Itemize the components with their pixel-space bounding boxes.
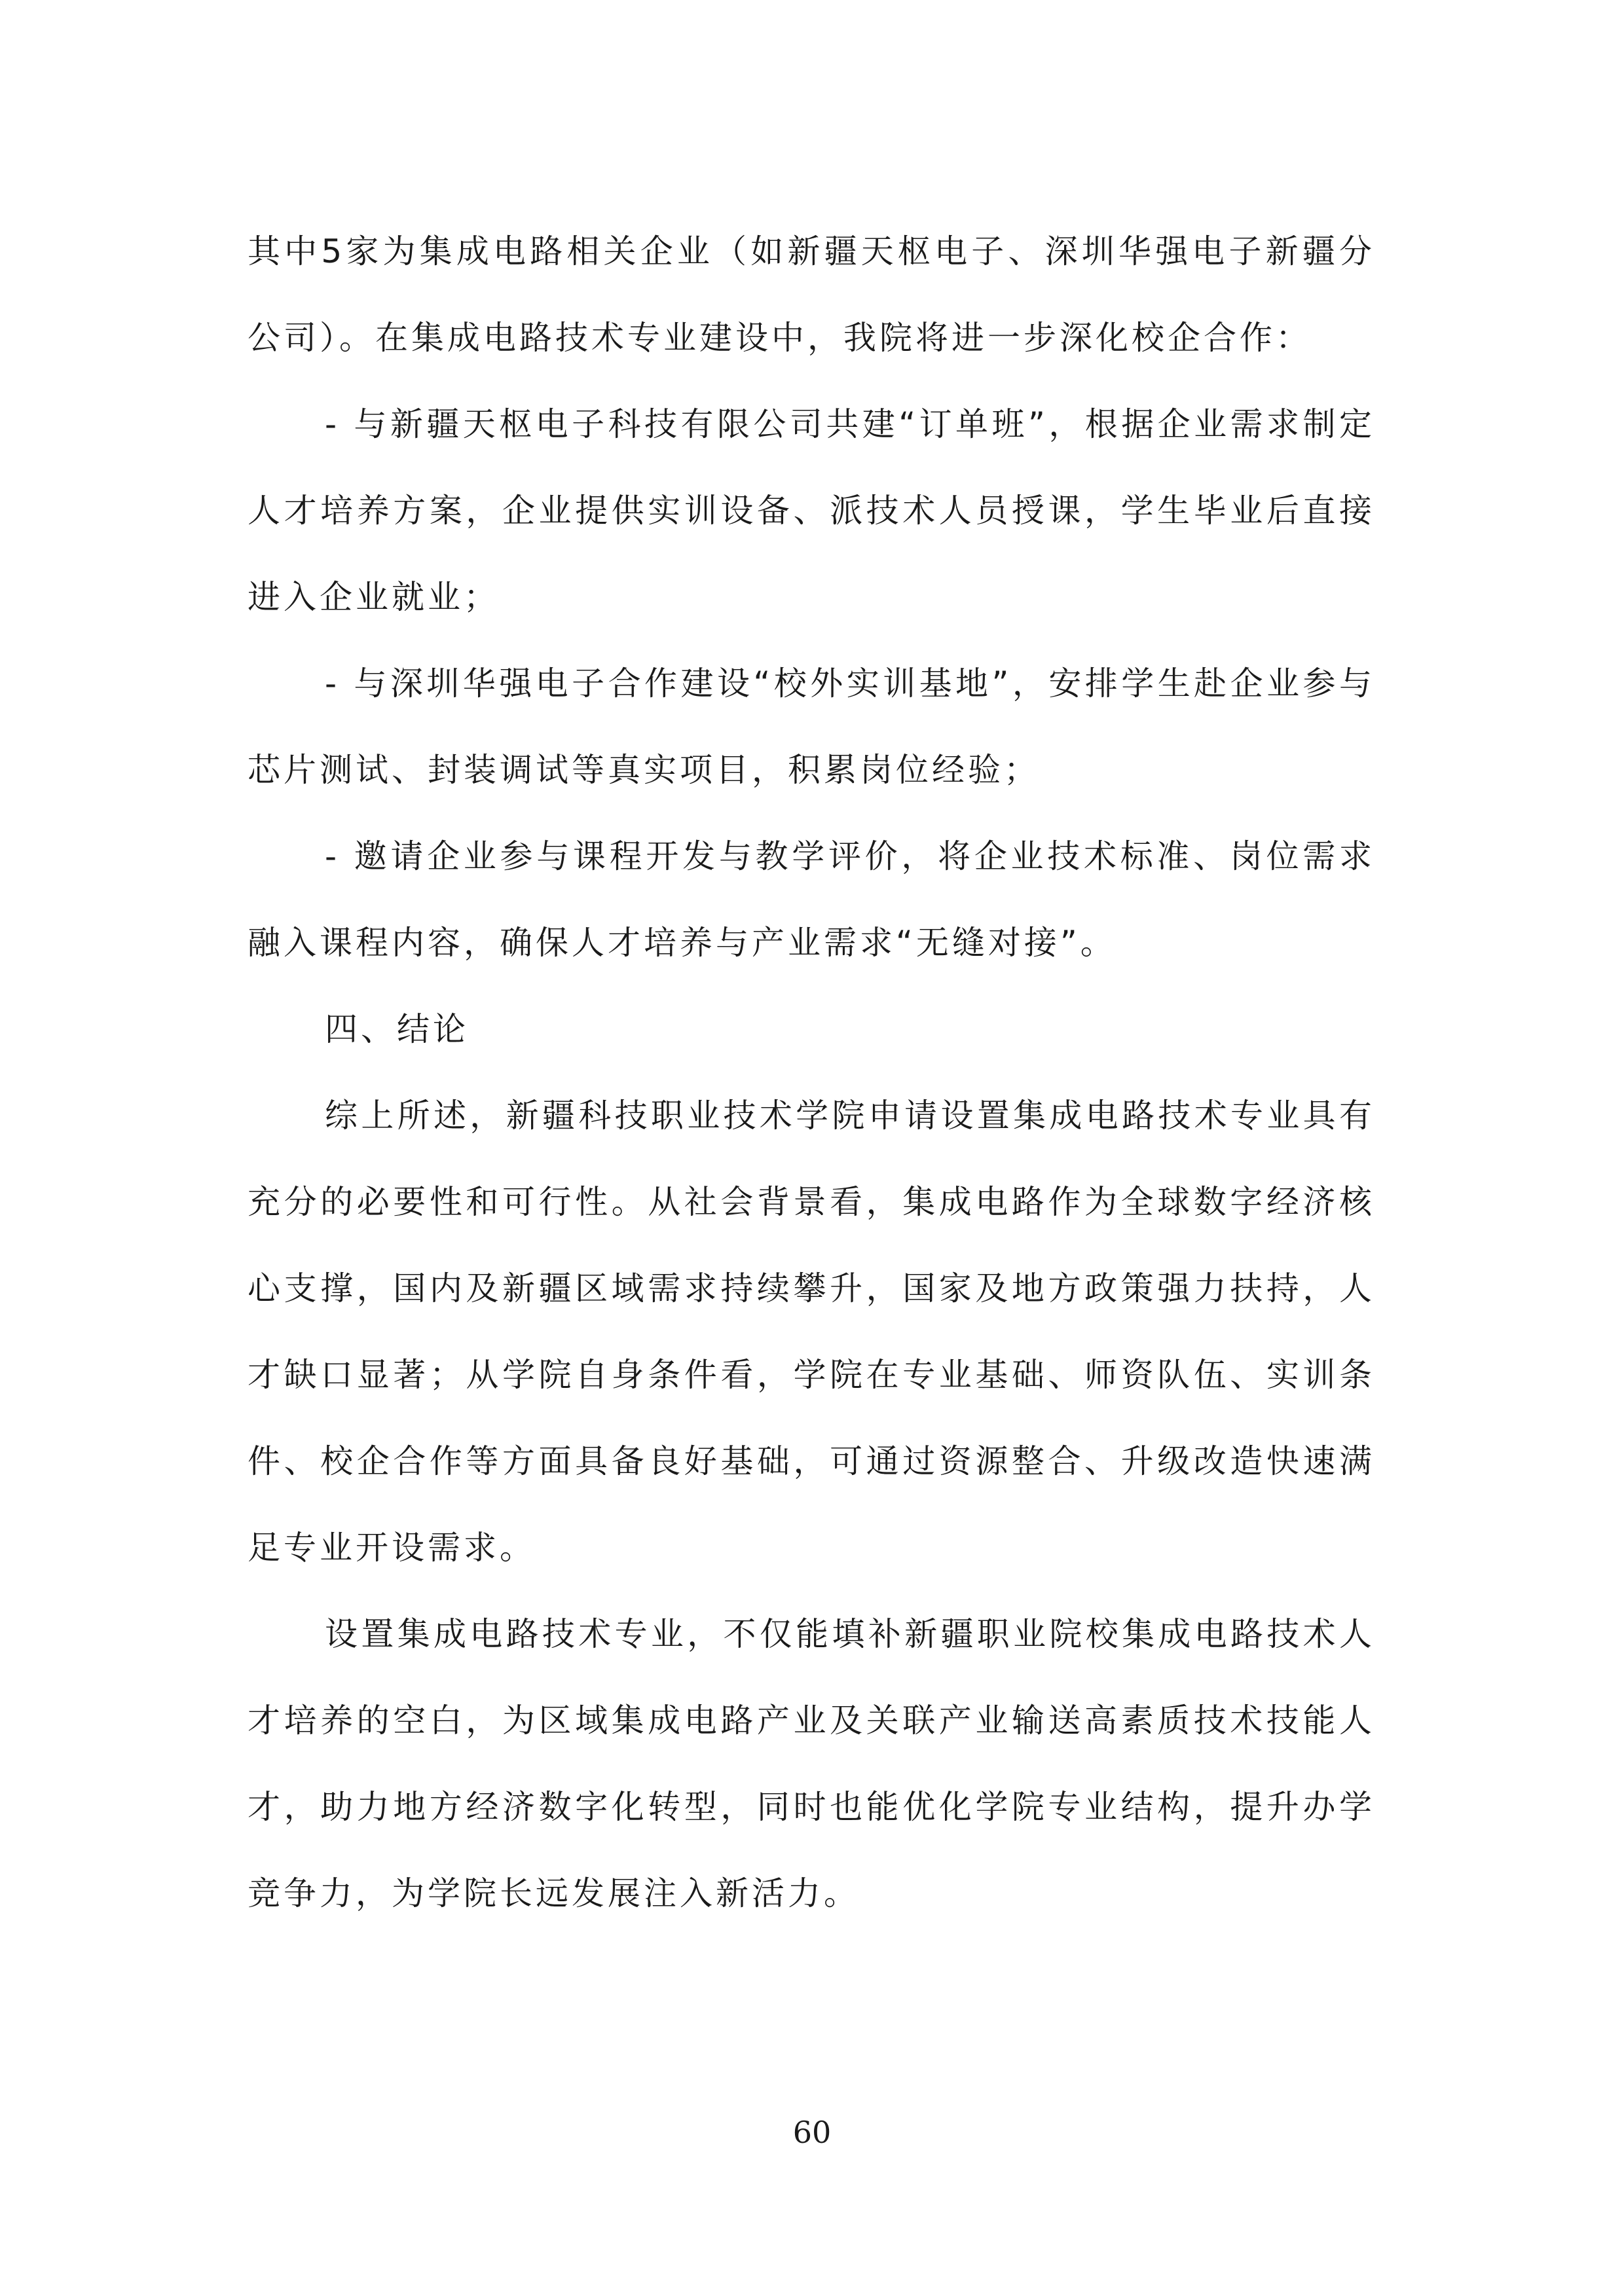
list-item-curriculum: - 邀请企业参与课程开发与教学评价，将企业技术标准、岗位需求融入课程内容，确保人才培养与产业需求“无缝对接”。 bbox=[248, 837, 1375, 962]
paragraph-conclusion-significance: 设置集成电路技术专业，不仅能填补新疆职业院校集成电路技术人才培养的空白，为区域集成电路产业及关联产业输送高素质技术技能人才，助力地方经济数字化转型，同时也能优化学院专业结构，提升办学竞争力，为学院长远发展注入新活力。 bbox=[248, 1615, 1375, 1912]
paragraph-conclusion-summary: 综上所述，新疆科技职业技术学院申请设置集成电路技术专业具有充分的必要性和可行性。从社会背景看，集成电路作为全球数字经济核心支撑，国内及新疆区域需求持续攀升，国家及地方政策强力扶持，人才缺口显著；从学院自身条件看，学院在专业基础、师资队伍、实训条件、校企合作等方面具备良好基础，可通过资源整合、升级改造快速满足专业开设需求。 bbox=[248, 1097, 1375, 1567]
section-heading-conclusion: 四、结论 bbox=[325, 1010, 469, 1048]
list-item-order-class: - 与新疆天枢电子科技有限公司共建“订单班”，根据企业需求制定人才培养方案，企业提供实训设备、派技术人员授课，学生毕业后直接进入企业就业； bbox=[248, 405, 1375, 616]
page-number: 60 bbox=[792, 2115, 832, 2150]
page-body bbox=[248, 208, 1375, 1937]
list-item-training-base: - 与深圳华强电子合作建设“校外实训基地”，安排学生赴企业参与芯片测试、封装调试等真实项目，积累岗位经验； bbox=[248, 665, 1375, 789]
paragraph-enterprise-cooperation: 其中5家为集成电路相关企业（如新疆天枢电子、深圳华强电子新疆分公司）。在集成电路技术专业建设中，我院将进一步深化校企合作： bbox=[248, 232, 1375, 357]
